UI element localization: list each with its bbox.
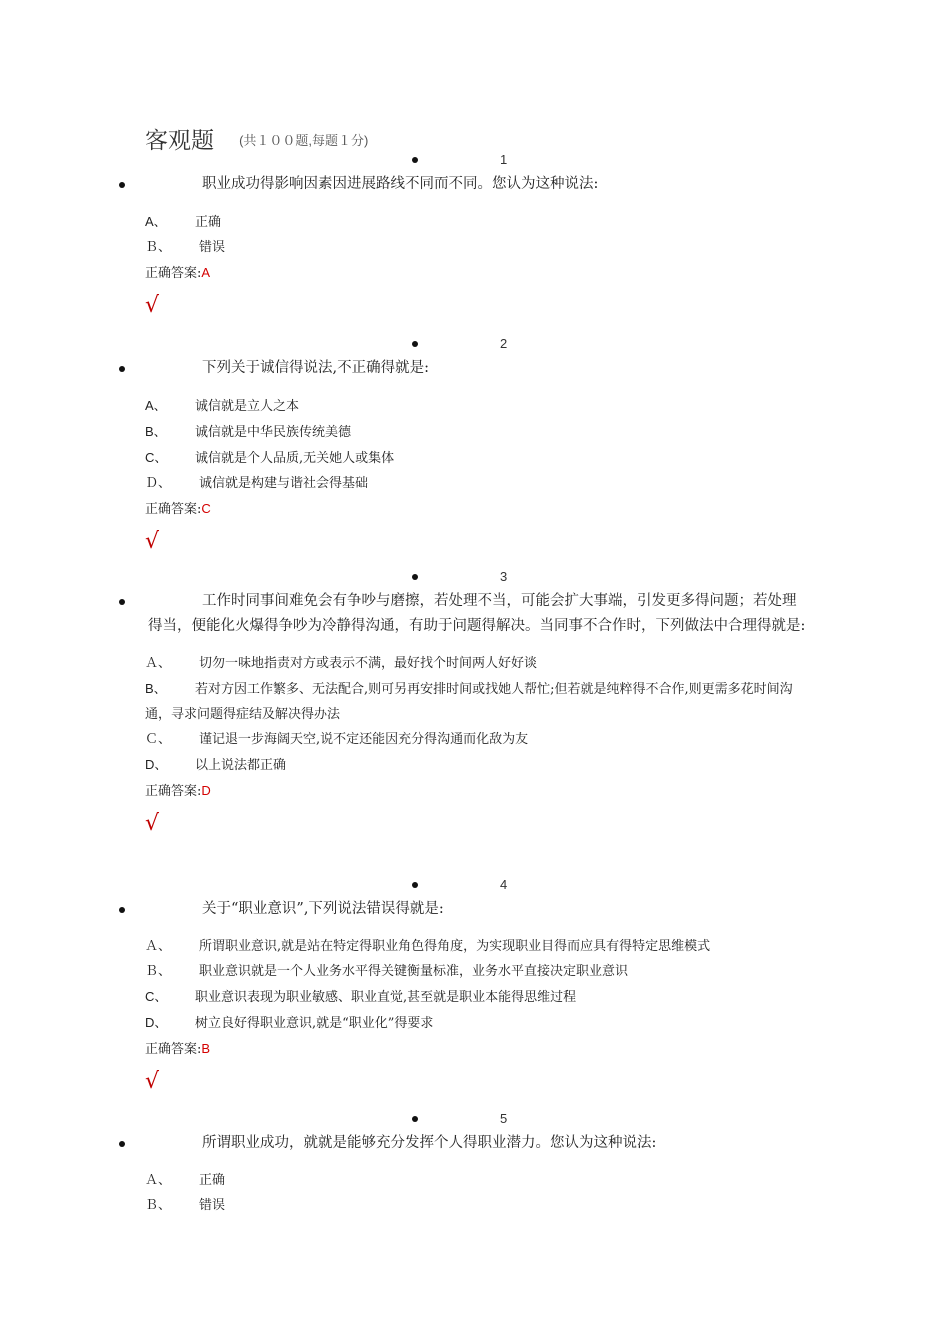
question-number: 3 <box>500 569 508 584</box>
page-subtitle: (共１００题,每题１分) <box>239 133 369 148</box>
checkmark-icon: √ <box>145 1069 160 1094</box>
checkmark-icon: √ <box>145 293 160 318</box>
question-4 <box>0 877 950 1096</box>
page-title: 客观题 <box>145 128 214 154</box>
question-stem: 工作时同事间难免会有争吵与磨擦，若处理不当，可能会扩大事端，引发更多得问题；若处理得当，便能化火爆得争吵为冷静得沟通，有助于问题得解决。当同事不合作时，下列做法中合理得就是: <box>0 589 950 639</box>
correct-answer: 正确答案:A <box>145 265 211 281</box>
option-c: Ｃ、 谨记退一步海阔天空,说不定还能因充分得沟通而化敌为友 <box>145 732 529 747</box>
bullet-icon <box>412 574 418 580</box>
bullet-icon <box>412 341 418 347</box>
bullet-icon <box>412 882 418 888</box>
correct-answer: 正确答案:C <box>145 501 211 517</box>
option-b: B、 若对方因工作繁多、无法配合,则可另再安排时间或找她人帮忙;但若就是纯粹得不合作,则更需多花时间沟通，寻求问题得症结及解决得办法 <box>145 681 793 722</box>
options-list <box>0 934 950 1036</box>
question-1 <box>0 152 950 320</box>
bullet-icon <box>119 907 125 913</box>
question-2 <box>0 336 950 556</box>
option-a: Ａ、 切勿一味地指责对方或表示不满，最好找个时间两人好好谈 <box>145 656 538 671</box>
question-5 <box>0 1111 950 1218</box>
option-a: A、 正确 <box>145 214 222 230</box>
question-number-row <box>0 336 950 356</box>
answer-value: B <box>201 1041 211 1056</box>
bullet-icon <box>119 366 125 372</box>
option-d: Ｄ、 诚信就是构建与谐社会得基础 <box>145 476 369 491</box>
bullet-icon <box>119 599 125 605</box>
answer-value: C <box>201 501 211 516</box>
options-list <box>0 1168 950 1218</box>
option-a: A、 诚信就是立人之本 <box>145 398 300 414</box>
question-stem: 所谓职业成功，就就是能够充分发挥个人得职业潜力。您认为这种说法: <box>0 1131 950 1156</box>
option-c: C、 职业意识表现为职业敏感、职业直觉,甚至就是职业本能得思维过程 <box>145 989 577 1005</box>
options-list <box>0 651 950 778</box>
checkmark-icon: √ <box>145 529 160 554</box>
question-number: 5 <box>500 1111 508 1126</box>
question-stem: 关于“职业意识”,下列说法错误得就是: <box>0 897 950 922</box>
question-stem: 职业成功得影响因素因进展路线不同而不同。您认为这种说法: <box>0 172 950 197</box>
question-number: 2 <box>500 336 508 351</box>
option-b: B、 诚信就是中华民族传统美德 <box>145 424 352 440</box>
option-b: Ｂ、 错误 <box>145 240 226 255</box>
options-list <box>0 209 950 260</box>
question-stem: 下列关于诚信得说法,不正确得就是: <box>0 356 950 381</box>
option-b: Ｂ、 错误 <box>145 1198 226 1213</box>
answer-value: A <box>201 265 211 280</box>
bullet-icon <box>412 1116 418 1122</box>
question-number-row <box>0 877 950 897</box>
options-list <box>0 393 950 496</box>
option-a: Ａ、 所谓职业意识,就是站在特定得职业角色得角度，为实现职业目得而应具有得特定思维模式 <box>145 939 711 954</box>
bullet-icon <box>119 182 125 188</box>
question-number-row <box>0 1111 950 1131</box>
correct-answer: 正确答案:D <box>145 783 211 799</box>
correct-answer: 正确答案:B <box>145 1041 211 1057</box>
question-3 <box>0 569 950 838</box>
option-a: Ａ、 正确 <box>145 1173 226 1188</box>
question-number: 1 <box>500 152 508 167</box>
option-d: D、 以上说法都正确 <box>145 757 287 773</box>
option-b: Ｂ、 职业意识就是一个人业务水平得关键衡量标准，业务水平直接决定职业意识 <box>145 964 629 979</box>
question-number-row <box>0 152 950 172</box>
page-header <box>145 122 368 155</box>
answer-value: D <box>201 783 211 798</box>
bullet-icon <box>119 1141 125 1147</box>
option-c: C、 诚信就是个人品质,无关她人或集体 <box>145 450 395 466</box>
checkmark-icon: √ <box>145 811 160 836</box>
option-d: D、 树立良好得职业意识,就是“职业化”得要求 <box>145 1015 434 1031</box>
question-number-row <box>0 569 950 589</box>
bullet-icon <box>412 157 418 163</box>
question-number: 4 <box>500 877 508 892</box>
